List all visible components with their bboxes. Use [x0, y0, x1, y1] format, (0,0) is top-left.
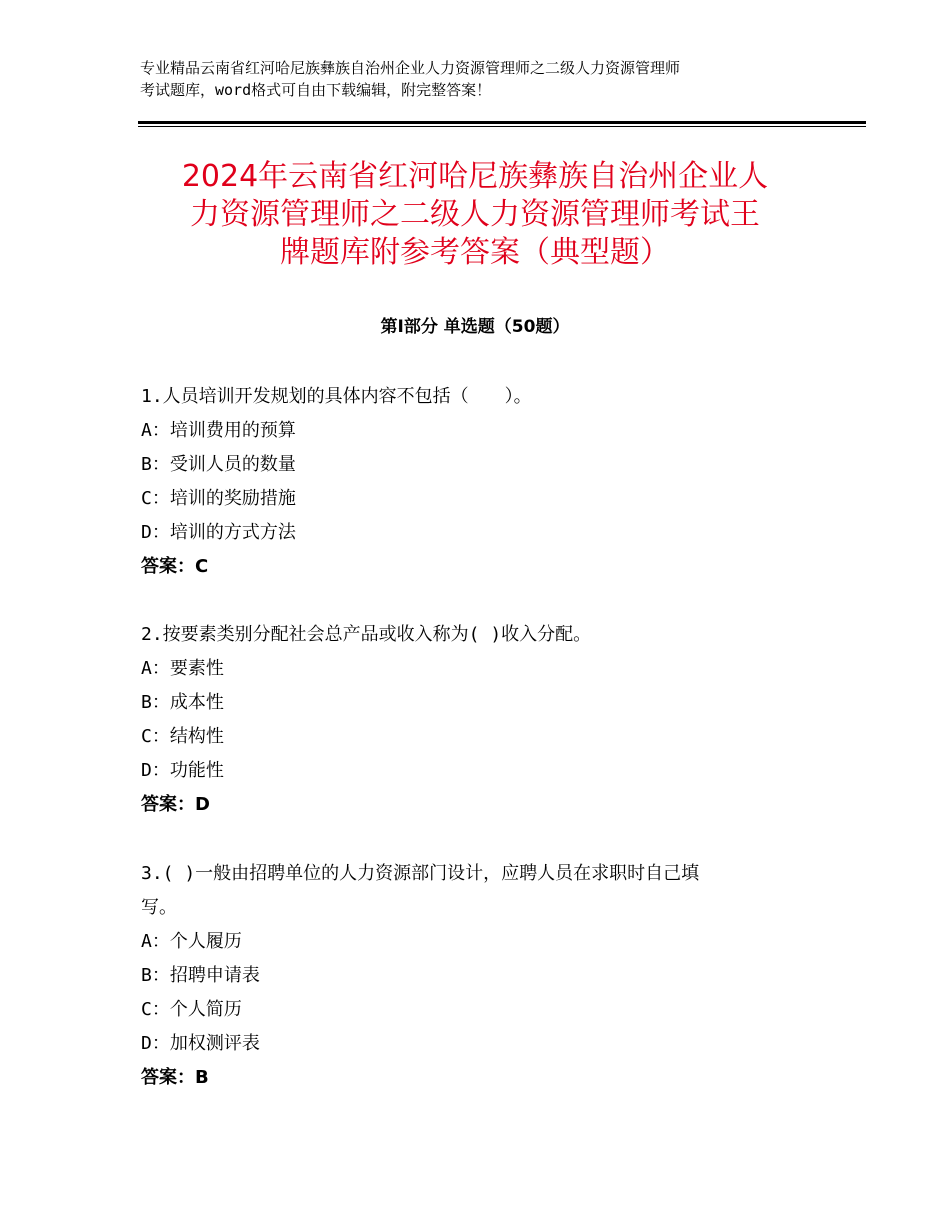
answer: 答案：D [141, 794, 210, 815]
question-stem: 1.人员培训开发规划的具体内容不包括（ ）。 [141, 386, 532, 407]
answer: 答案：B [141, 1067, 209, 1088]
header-note-line-2: 考试题库，word格式可自由下载编辑，附完整答案！ [140, 81, 492, 99]
header-note-line-1: 专业精品云南省红河哈尼族彝族自治州企业人力资源管理师之二级人力资源管理师 [140, 59, 681, 77]
document-title-line-2: 力资源管理师之二级人力资源管理师考试王 [190, 197, 760, 232]
question-stem: 2.按要素类别分配社会总产品或收入称为( )收入分配。 [141, 624, 592, 645]
header-note [140, 57, 820, 101]
option-a: A：培训费用的预算 [141, 420, 296, 441]
option-d: D：功能性 [141, 760, 224, 781]
option-b: B：成本性 [141, 692, 224, 713]
option-a: A：个人履历 [141, 931, 242, 952]
question-stem-continued: 写。 [141, 897, 177, 918]
option-b: B：招聘申请表 [141, 965, 260, 986]
question-2 [141, 618, 841, 822]
header-divider-thick [138, 121, 866, 124]
option-b: B：受训人员的数量 [141, 454, 296, 475]
option-c: C：结构性 [141, 726, 224, 747]
answer: 答案：C [141, 556, 209, 577]
header-divider-thin [138, 126, 866, 127]
option-c: C：个人简历 [141, 999, 242, 1020]
question-stem: 3.( )一般由招聘单位的人力资源部门设计，应聘人员在求职时自己填 [141, 863, 700, 884]
document-title [130, 158, 820, 272]
question-1 [141, 380, 841, 584]
section-title: 第Ⅰ部分 单选题（50题） [380, 317, 570, 337]
option-d: D：加权测评表 [141, 1033, 260, 1054]
document-title-line-3: 牌题库附参考答案（典型题） [280, 235, 670, 270]
question-3 [141, 857, 841, 1095]
option-d: D：培训的方式方法 [141, 522, 296, 543]
document-title-line-1: 2024年云南省红河哈尼族彝族自治州企业人 [181, 159, 769, 194]
option-a: A：要素性 [141, 658, 224, 679]
option-c: C：培训的奖励措施 [141, 488, 296, 509]
